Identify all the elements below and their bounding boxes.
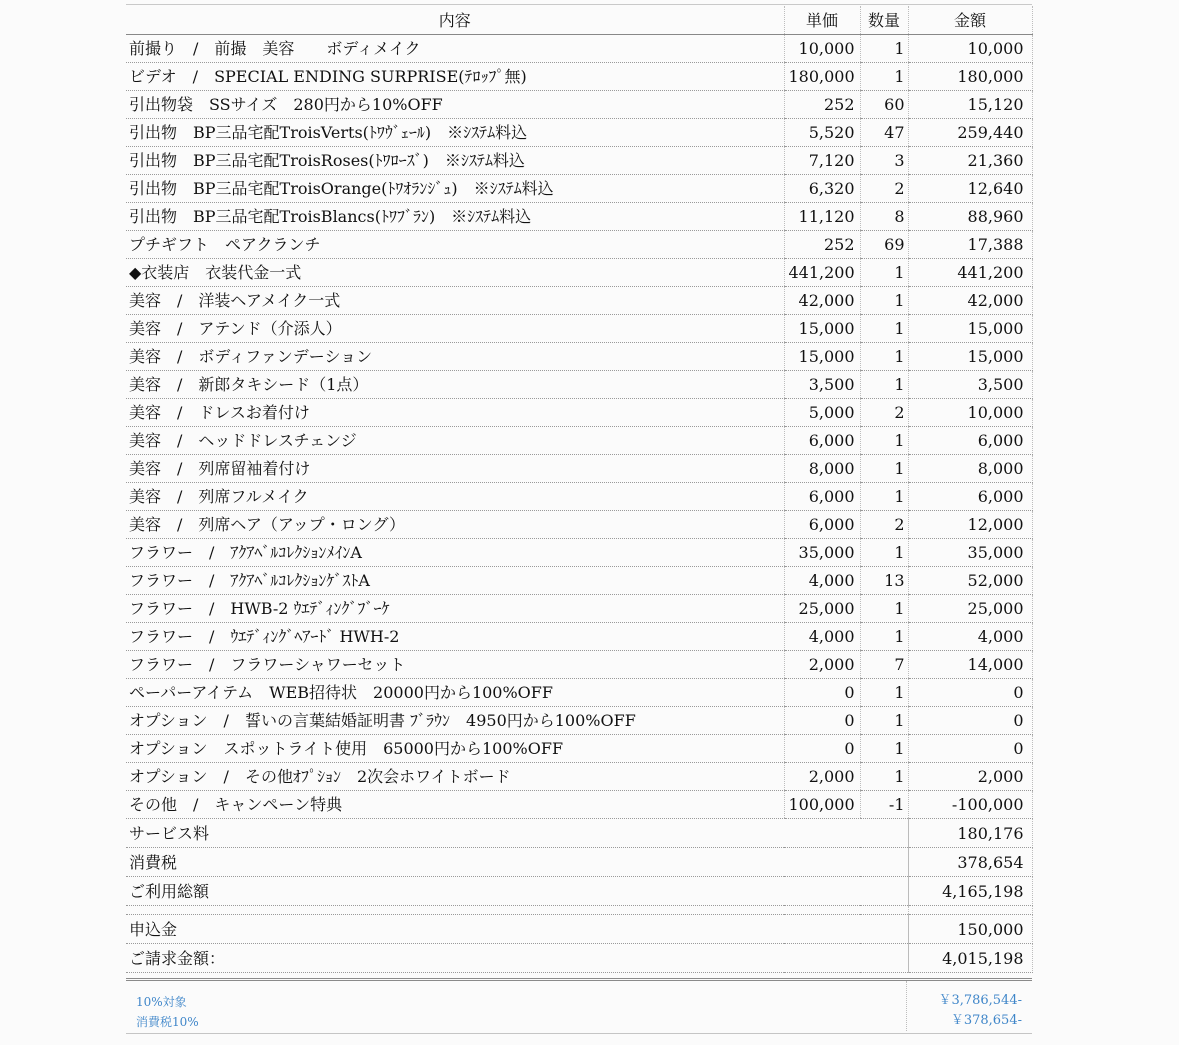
item-description: 美容 / 列席留袖着付け [126,455,784,483]
taxable-value: ￥3,786,544- [938,993,1022,1008]
item-unit-price: 35,000 [784,539,860,567]
total-row [126,877,1032,906]
item-description: ペーパーアイテム WEB招待状 20000円から100%OFF [126,679,784,707]
item-amount: 52,000 [908,567,1032,595]
table-row [126,735,1032,763]
item-unit-price: 4,000 [784,623,860,651]
item-quantity: 2 [860,399,908,427]
item-unit-price: 8,000 [784,455,860,483]
item-quantity: 1 [860,623,908,651]
item-amount: 259,440 [908,119,1032,147]
header-row [126,6,1032,35]
item-description: フラワー / HWB-2 ｳｴﾃﾞｨﾝｸﾞﾌﾞｰｹ [126,595,784,623]
item-quantity: 1 [860,259,908,287]
item-description: ビデオ / SPECIAL ENDING SURPRISE(ﾃﾛｯﾌﾟ無) [126,63,784,91]
item-quantity: 2 [860,511,908,539]
item-description: オプション スポットライト使用 65000円から100%OFF [126,735,784,763]
item-unit-price: 0 [784,735,860,763]
item-quantity: 1 [860,595,908,623]
item-unit-price: 180,000 [784,63,860,91]
item-amount: 4,000 [908,623,1032,651]
table-row [126,371,1032,399]
item-amount: 17,388 [908,231,1032,259]
item-quantity: 1 [860,539,908,567]
item-unit-price: 25,000 [784,595,860,623]
table-row [126,623,1032,651]
item-amount: 3,500 [908,371,1032,399]
table-row [126,315,1032,343]
item-amount: 10,000 [908,35,1032,63]
table-row [126,203,1032,231]
table-row [126,651,1032,679]
item-amount: 12,000 [908,511,1032,539]
item-description: 美容 / 洋装ヘアメイク一式 [126,287,784,315]
item-description: 引出物袋 SSサイズ 280円から10%OFF [126,91,784,119]
table-row [126,343,1032,371]
tax-divider [906,981,907,1031]
item-description: 美容 / 列席ヘア（アップ・ロング） [126,511,784,539]
item-quantity: 1 [860,735,908,763]
item-quantity: 1 [860,63,908,91]
item-amount: 14,000 [908,651,1032,679]
item-quantity: 3 [860,147,908,175]
table-row [126,483,1032,511]
item-unit-price: 0 [784,679,860,707]
item-unit-price: 0 [784,707,860,735]
item-quantity: 1 [860,427,908,455]
item-quantity: 1 [860,371,908,399]
item-description: 美容 / ボディファンデーション [126,343,784,371]
table-row [126,119,1032,147]
item-quantity: 69 [860,231,908,259]
item-quantity: 1 [860,707,908,735]
item-description: 美容 / 新郎タキシード（1点） [126,371,784,399]
item-description: オプション / その他ｵﾌﾟｼｮﾝ 2次会ホワイトボード [126,763,784,791]
top-border [126,4,1032,5]
deposit-amount: 150,000 [908,915,1032,944]
table-row [126,567,1032,595]
item-unit-price: 441,200 [784,259,860,287]
header-amount: 金額 [908,6,1032,35]
table-row [126,399,1032,427]
item-description: その他 / キャンペーン特典 [126,791,784,819]
item-description: フラワー / ｳｴﾃﾞｨﾝｸﾞﾍｱｰﾄﾞ HWH-2 [126,623,784,651]
item-description: 引出物 BP三品宅配TroisVerts(ﾄﾜｳﾞｪｰﾙ) ※ｼｽﾃﾑ料込 [126,119,784,147]
item-unit-price: 5,520 [784,119,860,147]
item-unit-price: 11,120 [784,203,860,231]
item-unit-price: 6,000 [784,483,860,511]
item-unit-price: 6,320 [784,175,860,203]
invoice-table [126,6,1033,973]
item-quantity: 60 [860,91,908,119]
tax-rate-label: 消費税10% [136,1015,199,1029]
billing-label: ご請求金額： [126,944,908,973]
deposit-row [126,915,1032,944]
item-quantity: 1 [860,287,908,315]
table-row [126,35,1032,63]
deposit-label: 申込金 [126,915,908,944]
consumption-tax-amount: 378,654 [908,848,1032,877]
item-description: フラワー / フラワーシャワーセット [126,651,784,679]
header-quantity: 数量 [860,6,908,35]
header-description: 内容 [126,6,784,35]
item-description: 美容 / アテンド（介添人） [126,315,784,343]
table-row [126,175,1032,203]
item-amount: 6,000 [908,427,1032,455]
service-fee-label: サービス料 [126,819,908,848]
item-description: フラワー / ｱｸｱﾍﾞﾙｺﾚｸｼｮﾝﾒｲﾝA [126,539,784,567]
item-description: フラワー / ｱｸｱﾍﾞﾙｺﾚｸｼｮﾝｹﾞｽﾄA [126,567,784,595]
item-amount: 12,640 [908,175,1032,203]
item-quantity: 1 [860,679,908,707]
item-description: プチギフト ペアクランチ [126,231,784,259]
item-amount: 21,360 [908,147,1032,175]
table-row [126,791,1032,819]
table-row [126,231,1032,259]
table-row [126,763,1032,791]
consumption-tax-row [126,848,1032,877]
service-fee-row [126,819,1032,848]
table-row [126,595,1032,623]
item-unit-price: 4,000 [784,567,860,595]
item-quantity: 7 [860,651,908,679]
item-description: 前撮り / 前撮 美容 ボディメイク [126,35,784,63]
item-unit-price: 6,000 [784,427,860,455]
item-quantity: 1 [860,763,908,791]
table-row [126,707,1032,735]
item-amount: 8,000 [908,455,1032,483]
item-unit-price: 2,000 [784,763,860,791]
billing-row [126,944,1032,973]
item-amount: 6,000 [908,483,1032,511]
item-unit-price: 3,500 [784,371,860,399]
item-description: オプション / 誓いの言葉結婚証明書 ﾌﾞﾗｳﾝ 4950円から100%OFF [126,707,784,735]
item-quantity: 1 [860,483,908,511]
item-rows [126,35,1032,819]
item-description: 引出物 BP三品宅配TroisBlancs(ﾄﾜﾌﾞﾗﾝ) ※ｼｽﾃﾑ料込 [126,203,784,231]
summary-rows [126,819,1032,973]
item-amount: 25,000 [908,595,1032,623]
taxable-label: 10%対象 [136,995,187,1009]
item-amount: 15,120 [908,91,1032,119]
item-amount: 2,000 [908,763,1032,791]
item-amount: 42,000 [908,287,1032,315]
item-description: 美容 / 列席フルメイク [126,483,784,511]
item-unit-price: 7,120 [784,147,860,175]
item-quantity: 13 [860,567,908,595]
item-unit-price: 15,000 [784,315,860,343]
header-unit-price: 単価 [784,6,860,35]
table-row [126,91,1032,119]
item-amount: 441,200 [908,259,1032,287]
table-row [126,259,1032,287]
item-quantity: 2 [860,175,908,203]
item-quantity: -1 [860,791,908,819]
item-description: 引出物 BP三品宅配TroisOrange(ﾄﾜｵﾗﾝｼﾞｭ) ※ｼｽﾃﾑ料込 [126,175,784,203]
table-row [126,539,1032,567]
item-amount: 0 [908,735,1032,763]
item-amount: 88,960 [908,203,1032,231]
item-amount: -100,000 [908,791,1032,819]
table-row [126,63,1032,91]
item-unit-price: 252 [784,91,860,119]
item-unit-price: 15,000 [784,343,860,371]
item-unit-price: 10,000 [784,35,860,63]
total-amount: 4,165,198 [908,877,1032,906]
item-quantity: 8 [860,203,908,231]
item-unit-price: 100,000 [784,791,860,819]
item-amount: 180,000 [908,63,1032,91]
table-row [126,287,1032,315]
item-description: 引出物 BP三品宅配TroisRoses(ﾄﾜﾛｰｽﾞ) ※ｼｽﾃﾑ料込 [126,147,784,175]
item-quantity: 1 [860,343,908,371]
item-quantity: 1 [860,455,908,483]
total-label: ご利用総額 [126,877,908,906]
item-amount: 0 [908,679,1032,707]
item-amount: 15,000 [908,315,1032,343]
billing-amount: 4,015,198 [908,944,1032,973]
item-amount: 35,000 [908,539,1032,567]
item-description: ◆衣装店 衣装代金一式 [126,259,784,287]
item-amount: 10,000 [908,399,1032,427]
item-quantity: 1 [860,35,908,63]
table-row [126,427,1032,455]
spacer-row [126,906,1032,915]
item-quantity: 47 [860,119,908,147]
item-description: 美容 / ヘッドドレスチェンジ [126,427,784,455]
item-amount: 0 [908,707,1032,735]
service-fee-amount: 180,176 [908,819,1032,848]
item-unit-price: 2,000 [784,651,860,679]
tax-summary-box [126,978,1032,1034]
consumption-tax-label: 消費税 [126,848,908,877]
item-quantity: 1 [860,315,908,343]
item-amount: 15,000 [908,343,1032,371]
item-unit-price: 42,000 [784,287,860,315]
item-description: 美容 / ドレスお着付け [126,399,784,427]
tax-value: ￥378,654- [950,1013,1022,1028]
item-unit-price: 252 [784,231,860,259]
table-row [126,147,1032,175]
table-row [126,511,1032,539]
item-unit-price: 5,000 [784,399,860,427]
table-row [126,455,1032,483]
item-unit-price: 6,000 [784,511,860,539]
table-row [126,679,1032,707]
